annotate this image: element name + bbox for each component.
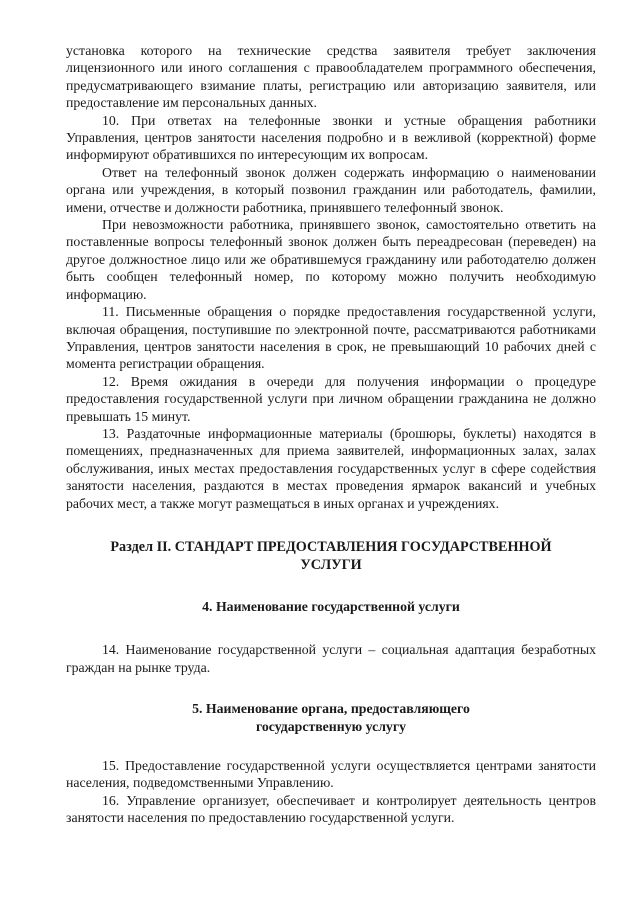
section-title [66, 538, 596, 574]
paragraph-15: 15. Предоставление государственной услуги осуществляется центрами занятости населения, подведомственными Управлению. [66, 758, 596, 791]
paragraph-10: 10. При ответах на телефонные звонки и устные обращения работники Управления, центров занятости населения подробно и в вежливой (корректной) форме информируют обратившихся по интересующим их вопросам. [66, 112, 596, 163]
paragraph-phone-answer: Ответ на телефонный звонок должен содержать информацию о наименовании органа или учреждения, в который позвонил гражданин или работодатель, фамилии, имени, отчестве и должности работника, принявшего телефонный звонок. [66, 164, 596, 215]
paragraph-phone-redirect: При невозможности работника, принявшего звонок, самостоятельно ответить на поставленные вопросы телефонный звонок должен быть переадресован (переведен) на другое должностное лицо или же обратившемуся гражданину или работодателю должен быть сообщен телефонный номер, по которому можно получить необходимую информацию. [66, 217, 596, 302]
paragraph-12: 12. Время ожидания в очереди для получения информации о процедуре предоставления государственной услуги при личном обращении гражданина не должно превышать 15 минут. [66, 373, 596, 424]
paragraph-14: 14. Наименование государственной услуги – социальная адаптация безработных граждан на рынке труда. [66, 642, 596, 675]
section-title-line-2: УСЛУГИ [300, 556, 362, 573]
paragraph-continuation: установка которого на технические средства заявителя требует заключения лицензионного или иного соглашения с правообладателем программного обеспечения, предусматривающего взимание платы, регистрацию или авторизацию заявителя, или предоставление им персональных данных. [66, 43, 596, 111]
subsection-5-title-line-1: 5. Наименование органа, предоставляющего [192, 701, 470, 717]
subsection-4-title: 4. Наименование государственной услуги [202, 598, 460, 614]
subsection-5-title-line-2: государственную услугу [255, 718, 406, 734]
paragraph-13: 13. Раздаточные информационные материалы (брошюры, буклеты) находятся в помещениях, предназначенных для приема заявителей, информационных залах, залах обслуживания, иных местах предоставления государственных услуг в сфере содействия занятости населения, раздаются в местах проведения ярмарок вакансий и учебных рабочих мест, а также могут размещаться в иных органах и учреждениях. [66, 425, 596, 511]
subsection-5-title [66, 700, 596, 735]
section-title-line-1: Раздел II. СТАНДАРТ ПРЕДОСТАВЛЕНИЯ ГОСУДАРСТВЕННОЙ [110, 538, 552, 555]
paragraph-11: 11. Письменные обращения о порядке предоставления государственной услуги, включая обращения, поступившие по электронной почте, рассматриваются работниками Управления, центров занятости населения в срок, не превышающий 10 рабочих дней с момента регистрации обращения. [66, 304, 596, 372]
paragraph-16: 16. Управление организует, обеспечивает и контролирует деятельность центров занятости населения по предоставлению государственной услуги. [66, 792, 596, 826]
